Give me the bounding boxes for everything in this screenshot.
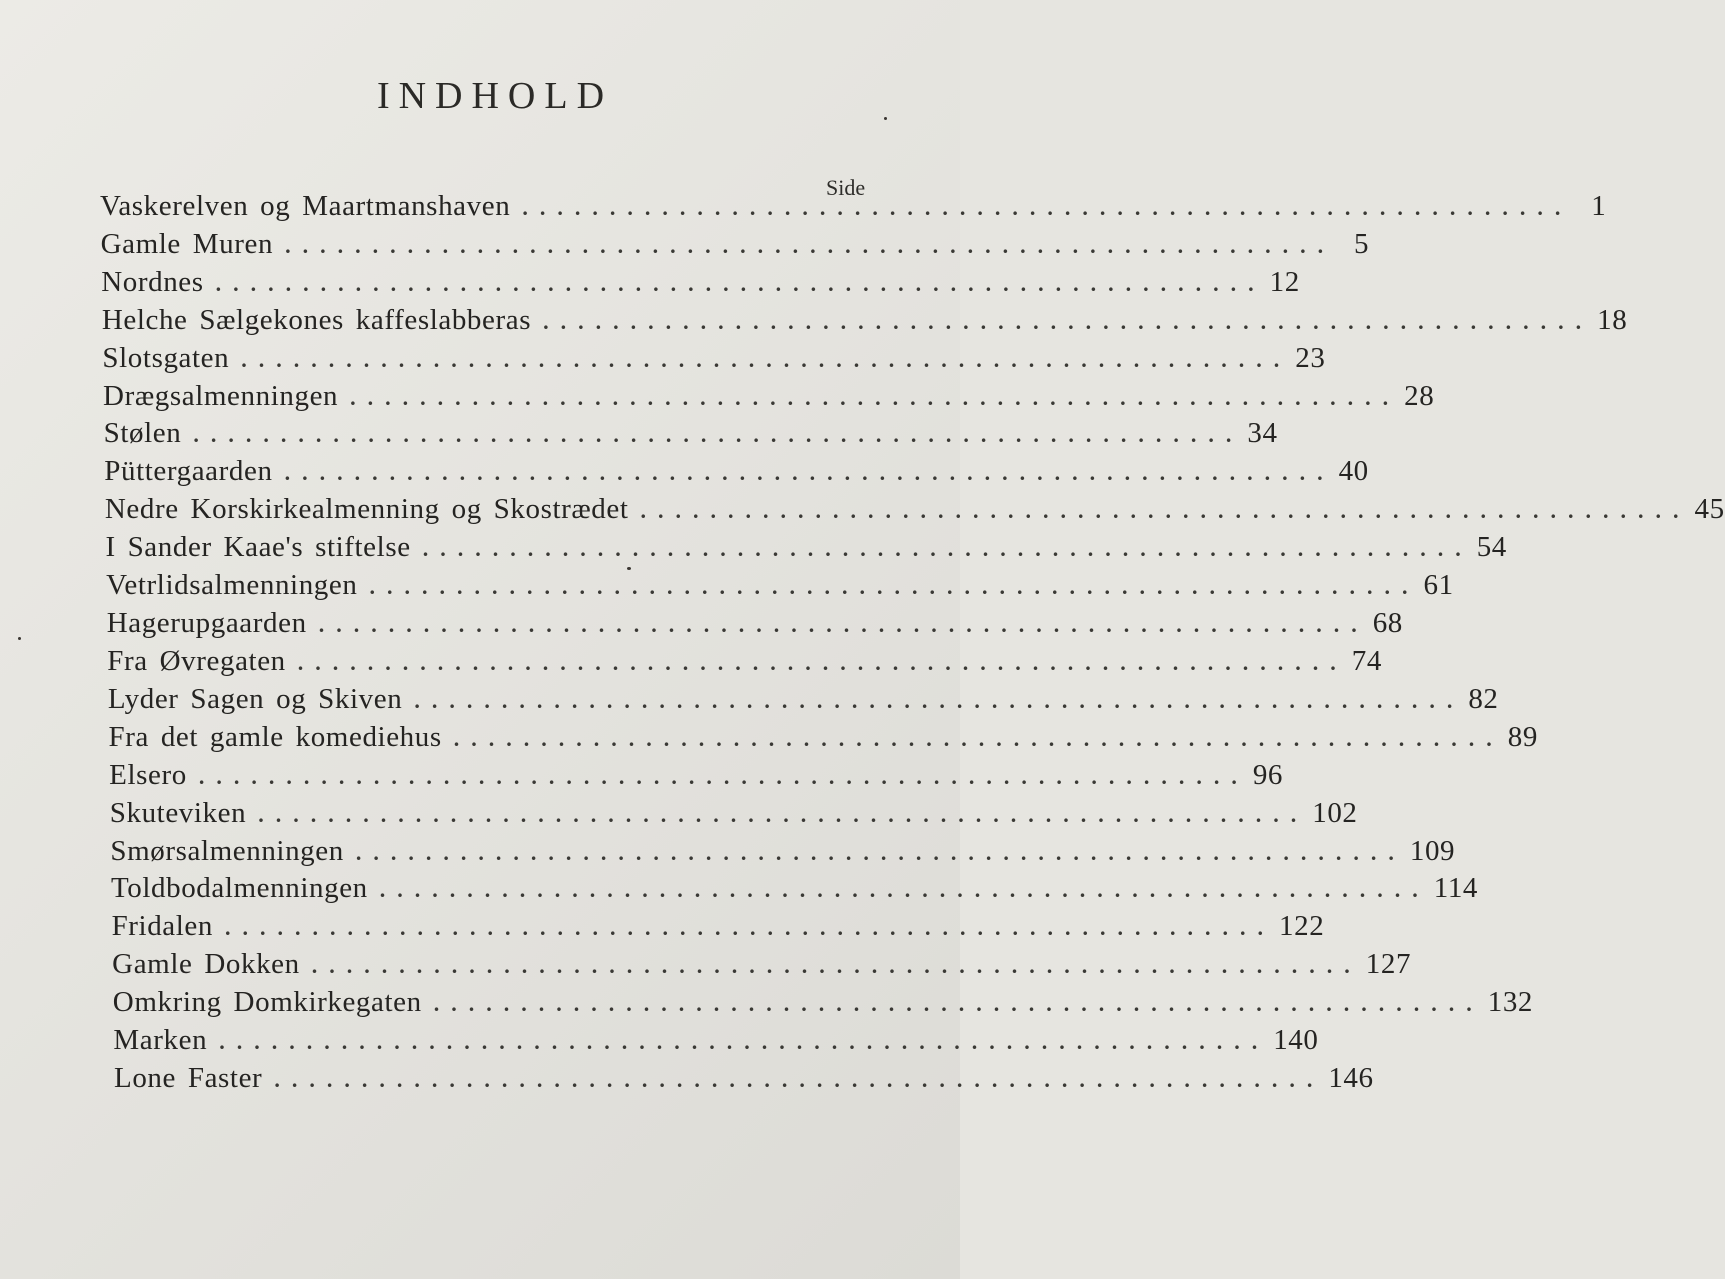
- dot-leader: ............................................................: [285, 232, 1336, 258]
- toc-entry: [102, 341, 1326, 378]
- toc-entry-title: Vaskerelven og Maartmanshaven: [100, 190, 511, 222]
- toc-entry-page-number: 68: [1372, 607, 1403, 640]
- toc-entry: [109, 758, 1284, 795]
- toc-entry-page-number: 89: [1507, 720, 1538, 753]
- toc-entry: [104, 455, 1369, 491]
- toc-entry-page-number: 40: [1338, 455, 1369, 488]
- toc-entry-title: Fra det gamle komediehus: [108, 720, 442, 753]
- toc-entry: [105, 531, 1507, 567]
- toc-entry: [103, 379, 1435, 416]
- toc-entry-page-number: 114: [1433, 872, 1479, 905]
- toc-entry-page-number: 132: [1487, 986, 1534, 1019]
- toc-entry: [113, 1024, 1319, 1060]
- toc-entry-title: Skuteviken: [109, 796, 247, 829]
- toc-entry: [114, 1062, 1374, 1098]
- dot-leader: ............................................................: [241, 346, 1292, 372]
- toc-entry: [108, 720, 1538, 757]
- toc-entry-page-number: 74: [1351, 644, 1382, 677]
- toc-entry-page-number: 28: [1404, 379, 1435, 412]
- toc-entry-page-number: 61: [1423, 569, 1454, 602]
- toc-entry-title: Toldbodalmenningen: [110, 872, 368, 905]
- toc-entry-title: Elsero: [109, 758, 187, 791]
- dot-leader: ............................................................: [225, 915, 1276, 941]
- paper-speck: [884, 117, 887, 120]
- toc-entry: [110, 872, 1479, 908]
- toc-entry-page-number: 54: [1476, 531, 1507, 564]
- toc-entry-title: Marken: [113, 1024, 208, 1057]
- toc-entry-page-number: 23: [1295, 341, 1326, 374]
- dot-leader: ............................................................: [414, 687, 1465, 713]
- toc-entry-title: Helche Sælgekones kaffeslabberas: [101, 303, 532, 336]
- toc-entry-page-number: 102: [1312, 796, 1358, 829]
- toc-entry-page-number: 12: [1269, 265, 1300, 298]
- toc-entry: [112, 986, 1534, 1022]
- dot-leader: ............................................................: [297, 649, 1348, 675]
- toc-entry-title: Slotsgaten: [102, 341, 230, 374]
- toc-entry-title: Stølen: [103, 417, 182, 450]
- toc-entry-page-number: 1: [1591, 190, 1607, 222]
- toc-entry: [103, 417, 1278, 453]
- dot-leader: ............................................................: [258, 801, 1309, 827]
- toc-entry-title: Lyder Sagen og Skiven: [107, 682, 403, 715]
- toc-entry-page-number: 109: [1409, 834, 1456, 867]
- dot-leader: ............................................................: [198, 763, 1249, 789]
- toc-entry-title: Nedre Korskirkealmenning og Skostrædet: [104, 493, 629, 526]
- toc-entry: [100, 190, 1607, 226]
- dot-leader: ............................................................: [433, 991, 1484, 1017]
- dot-leader: ............................................................: [543, 308, 1594, 334]
- dot-leader: ............................................................: [219, 1029, 1270, 1055]
- dot-leader: ............................................................: [318, 612, 1369, 638]
- dot-leader: ............................................................: [522, 195, 1573, 220]
- dot-leader: ............................................................: [422, 536, 1473, 562]
- toc-entry: [110, 834, 1456, 871]
- toc-entry-page-number: 122: [1279, 910, 1325, 943]
- dot-leader: ............................................................: [379, 877, 1430, 903]
- toc-entry-title: Fra Øvregaten: [107, 644, 286, 677]
- dot-leader: ............................................................: [311, 953, 1362, 979]
- toc-entry-page-number: 34: [1247, 417, 1278, 450]
- toc-entry: [106, 569, 1454, 605]
- dot-leader: ............................................................: [284, 460, 1335, 486]
- toc-entry: [100, 227, 1370, 264]
- toc-entry: [109, 796, 1358, 833]
- toc-entry-title: Hagerupgaarden: [106, 607, 307, 640]
- paper-speck: [627, 567, 631, 570]
- toc-entry-page-number: 140: [1273, 1024, 1319, 1057]
- dot-leader: ............................................................: [193, 422, 1244, 448]
- toc-entry-title: Püttergaarden: [104, 455, 273, 488]
- toc-entry: [107, 644, 1382, 681]
- dot-leader: ............................................................: [274, 1067, 1325, 1092]
- toc-entry-page-number: 82: [1468, 682, 1499, 715]
- toc-entry-title: Smørsalmenningen: [110, 834, 344, 867]
- dot-leader: ............................................................: [640, 498, 1691, 524]
- toc-entry-title: Fridalen: [111, 910, 214, 943]
- toc-entry: [107, 682, 1499, 719]
- toc-entry-title: Gamle Muren: [100, 227, 274, 260]
- toc-entry: [101, 265, 1300, 302]
- toc-entry-title: Nordnes: [101, 265, 204, 298]
- toc-entry-page-number: 96: [1252, 758, 1284, 791]
- toc-entry-title: I Sander Kaae's stiftelse: [105, 531, 411, 564]
- toc-entry-page-number: 146: [1328, 1062, 1374, 1094]
- toc-entry: [106, 607, 1403, 643]
- toc-entry-title: Omkring Domkirkegaten: [112, 986, 422, 1019]
- toc-entry-title: Gamle Dokken: [112, 948, 300, 981]
- toc-entry-title: Drægsalmenningen: [103, 379, 339, 412]
- toc-entry: [101, 303, 1628, 340]
- dot-leader: ............................................................: [350, 384, 1401, 410]
- toc-entry-page-number: 45: [1694, 493, 1725, 526]
- dot-leader: ............................................................: [453, 725, 1504, 751]
- toc-entry: [104, 493, 1725, 529]
- toc-entry-page-number: 127: [1365, 948, 1412, 981]
- paper-speck: [18, 637, 21, 640]
- page-column-label: Side: [826, 175, 866, 200]
- toc-entry: [111, 910, 1325, 946]
- toc-entry-title: Vetrlidsalmenningen: [106, 569, 358, 602]
- toc-entry: [112, 948, 1412, 984]
- page-title: INDHOLD: [376, 75, 614, 117]
- dot-leader: ............................................................: [369, 574, 1420, 600]
- dot-leader: ............................................................: [355, 839, 1406, 865]
- toc-entry-title: Lone Faster: [114, 1062, 263, 1094]
- dot-leader: ............................................................: [215, 270, 1266, 296]
- toc-entry-page-number: 5: [1353, 227, 1370, 260]
- toc-entry-page-number: 18: [1597, 303, 1628, 336]
